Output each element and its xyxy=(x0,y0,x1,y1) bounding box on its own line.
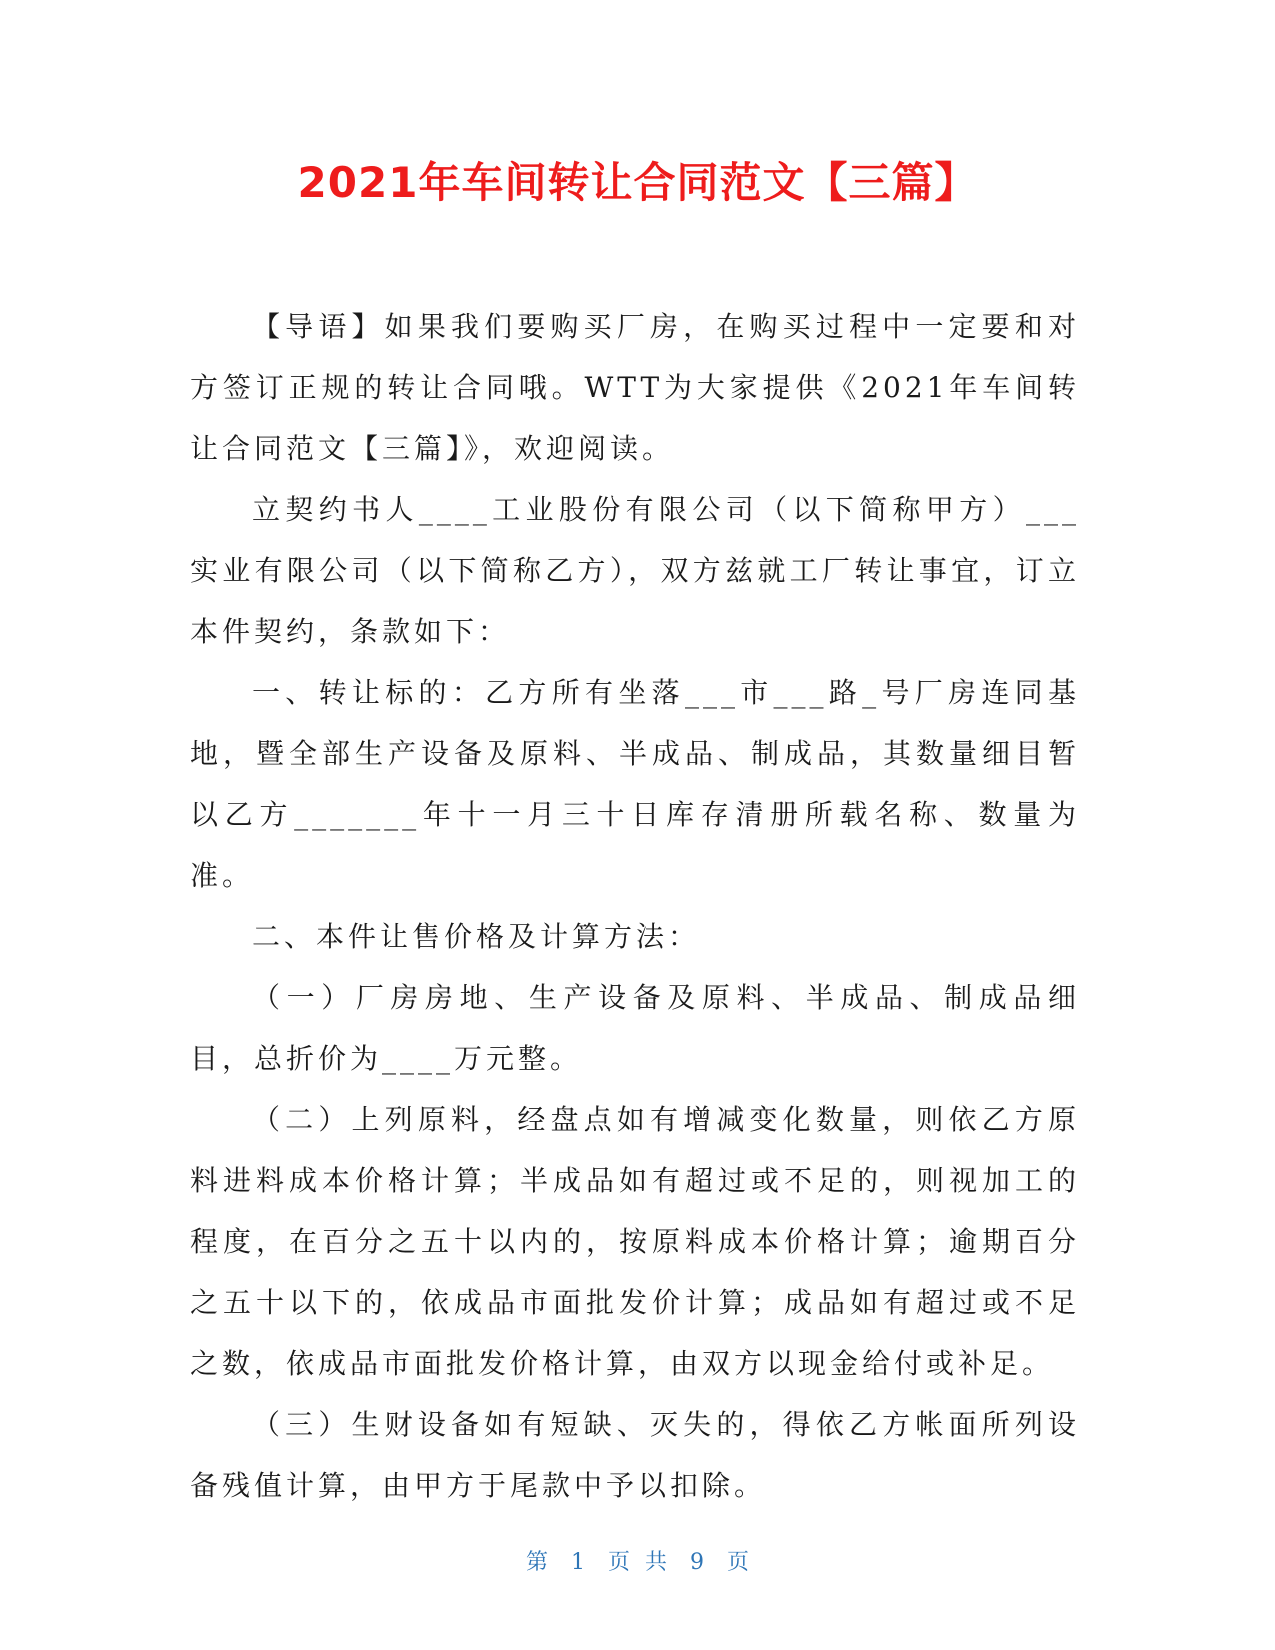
paragraph-clause-2-heading: 二、本件让售价格及计算方法： xyxy=(252,920,701,953)
footer-label-end: 页 xyxy=(727,1550,750,1575)
document-title: 2021年车间转让合同范文【三篇】 xyxy=(297,158,978,207)
paragraph-intro: 【导语】如果我们要购买厂房，在购买过程中一定要和对方签订正规的转让合同哦。WTT为大家提供《2021年车间转让合同范文【三篇】》，欢迎阅读。 xyxy=(190,310,1080,465)
paragraph-parties: 立契约书人____工业股份有限公司（以下简称甲方）___实业有限公司（以下简称乙方），双方兹就工厂转让事宜，订立本件契约，条款如下： xyxy=(190,493,1080,648)
paragraph-clause-1: 一、转让标的：乙方所有坐落___市___路_号厂房连同基地，暨全部生产设备及原料、半成品、制成品，其数量细目暂以乙方_______年十一月三十日库存清册所载名称、数量为准。 xyxy=(190,676,1080,892)
page-footer xyxy=(0,1549,1275,1577)
footer-label-page: 第 xyxy=(525,1550,548,1575)
document-body xyxy=(190,296,1080,1516)
paragraph-clause-2-1: （一）厂房房地、生产设备及原料、半成品、制成品细目，总折价为____万元整。 xyxy=(190,981,1080,1075)
footer-current-page: 1 xyxy=(571,1550,585,1575)
footer-label-of: 页 共 xyxy=(608,1550,667,1575)
paragraph-clause-2-3: （三）生财设备如有短缺、灭失的，得依乙方帐面所列设备残值计算，由甲方于尾款中予以扣除。 xyxy=(190,1408,1080,1502)
paragraph-clause-2-2: （二）上列原料，经盘点如有增减变化数量，则依乙方原料进料成本价格计算；半成品如有超过或不足的，则视加工的程度，在百分之五十以内的，按原料成本价格计算；逾期百分之五十以下的，依成品市面批发价计算；成品如有超过或不足之数，依成品市面批发价格计算，由双方以现金给付或补足。 xyxy=(190,1103,1080,1380)
footer-total-pages: 9 xyxy=(690,1550,704,1575)
